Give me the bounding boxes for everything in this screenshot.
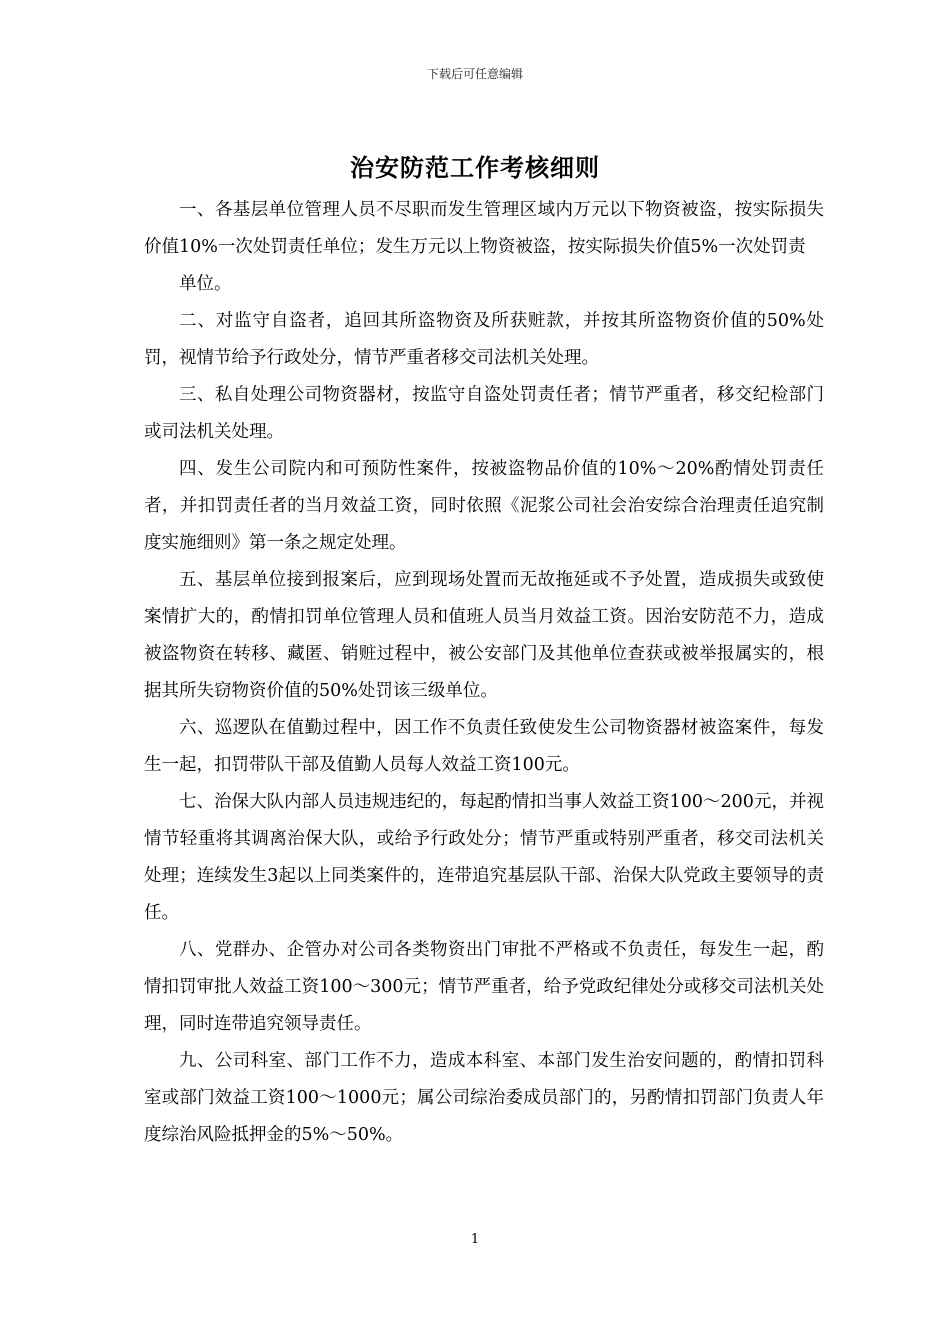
paragraph-5: 五、基层单位接到报案后，应到现场处置而无故拖延或不予处置，造成损失或致使案情扩大的，酌情扣罚单位管理人员和值班人员当月效益工资。因治安防范不力，造成被盗物资在转移、藏匿、销赃过程中，被公安部门及其他单位查获或被举报属实的，根据其所失窃物资价值的50%处罚该三级单位。 xyxy=(144,570,824,701)
paragraph-7: 七、治保大队内部人员违规违纪的，每起酌情扣当事人效益工资100～200元，并视情节轻重将其调离治保大队，或给予行政处分；情节严重或特别严重者，移交司法机关处理；连续发生3起以上同类案件的，连带追究基层队干部、治保大队党政主要领导的责任。 xyxy=(144,792,824,923)
paragraph-4: 四、发生公司院内和可预防性案件，按被盗物品价值的10%～20%酌情处罚责任者，并扣罚责任者的当月效益工资，同时依照《泥浆公司社会治安综合治理责任追究制度实施细则》第一条之规定处理。 xyxy=(144,459,824,553)
header-note: 下载后可任意编辑 xyxy=(426,67,523,81)
paragraph-1-continued: 单位。 xyxy=(179,274,232,294)
page-title: 治安防范工作考核细则 xyxy=(350,153,600,182)
page-number: 1 xyxy=(470,1232,480,1247)
paragraph-9: 九、公司科室、部门工作不力，造成本科室、本部门发生治安问题的，酌情扣罚科室或部门效益工资100～1000元；属公司综治委成员部门的，另酌情扣罚部门负责人年度综治风险抵押金的5%～50%。 xyxy=(144,1051,824,1145)
paragraph-1: 一、各基层单位管理人员不尽职而发生管理区域内万元以下物资被盗，按实际损失价值10%一次处罚责任单位；发生万元以上物资被盗，按实际损失价值5%一次处罚责 xyxy=(144,200,824,257)
paragraph-8: 八、党群办、企管办对公司各类物资出门审批不严格或不负责任，每发生一起，酌情扣罚审批人效益工资100～300元；情节严重者，给予党政纪律处分或移交司法机关处理，同时连带追究领导责任。 xyxy=(144,940,824,1034)
paragraph-3: 三、私自处理公司物资器材，按监守自盗处罚责任者；情节严重者，移交纪检部门或司法机关处理。 xyxy=(144,385,824,442)
document-body xyxy=(144,192,824,1154)
paragraph-2: 二、对监守自盗者，追回其所盗物资及所获赃款，并按其所盗物资价值的50%处罚，视情节给予行政处分，情节严重者移交司法机关处理。 xyxy=(144,311,824,368)
paragraph-6: 六、巡逻队在值勤过程中，因工作不负责任致使发生公司物资器材被盗案件，每发生一起，扣罚带队干部及值勤人员每人效益工资100元。 xyxy=(144,718,824,775)
